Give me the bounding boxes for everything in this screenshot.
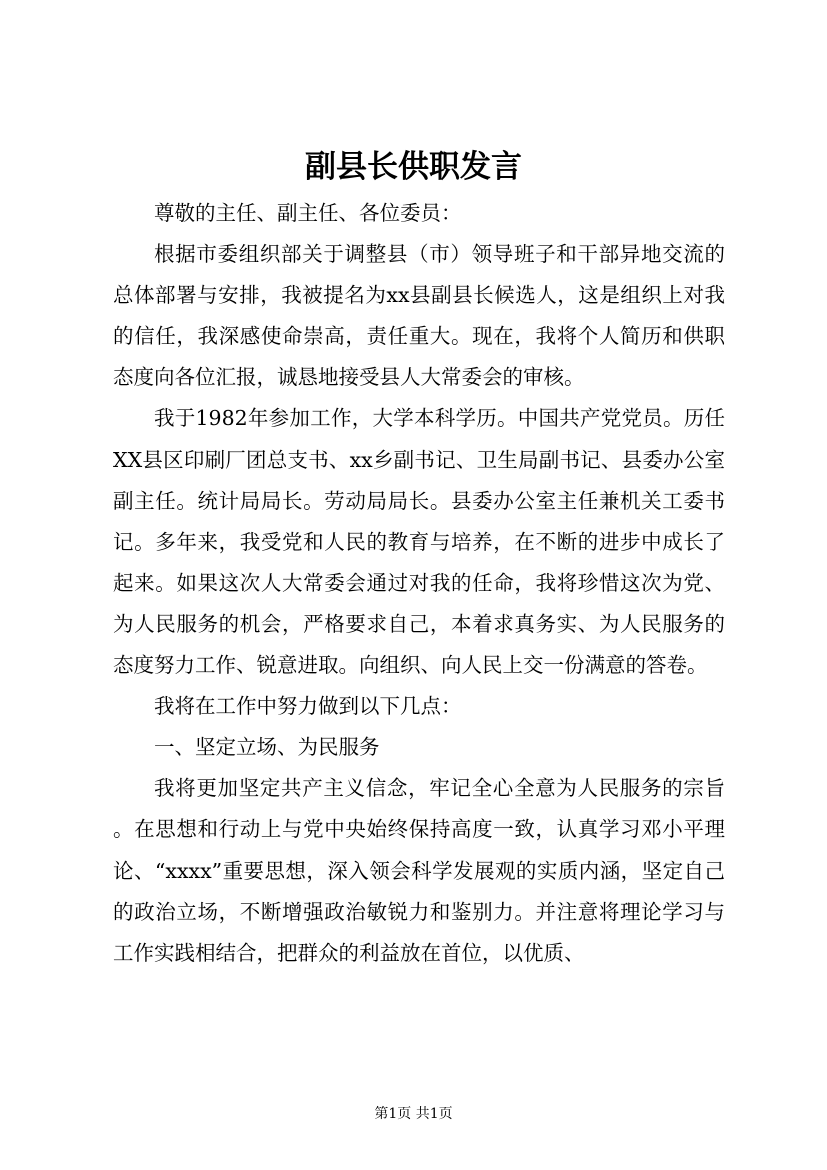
document-body — [113, 193, 725, 974]
commitment-lead-paragraph: 我将在工作中努力做到以下几点： — [154, 694, 462, 719]
resume-paragraph: 我于1982年参加工作，大学本科学历。中国共产党党员。历任XX县区印刷厂团总支书、xx乡副书记、卫生局副书记、县委办公室副主任。统计局局长。劳动局局长。县委办公室主任兼机关工委书记。多年来，我受党和人民的教育与培养，在不断的进步中成长了起来。如果这次人大常委会通过对我的任命，我将珍惜这次为党、为人民服务的机会，严格要求自己，本着求真务实、为人民服务的态度努力工作、锐意进取。向组织、向人民上交一份满意的答卷。 — [113, 406, 725, 678]
section-heading-1: 一、坚定立场、为民服务 — [154, 735, 380, 760]
intro-paragraph: 根据市委组织部关于调整县（市）领导班子和干部异地交流的总体部署与安排，我被提名为xx县副县长候选人，这是组织上对我的信任，我深感使命崇高，责任重大。现在，我将个人简历和供职态度向各位汇报，诚恳地接受县人大常委会的审核。 — [113, 242, 725, 390]
page-number-footer: 第1页 共1页 — [374, 1106, 453, 1122]
document-title: 副县长供职发言 — [305, 149, 522, 185]
section-1-paragraph: 我将更加坚定共产主义信念，牢记全心全意为人民服务的宗旨。在思想和行动上与党中央始终保持高度一致，认真学习邓小平理论、“xxxx”重要思想，深入领会科学发展观的实质内涵，坚定自己的政治立场，不断增强政治敏锐力和鉴别力。并注意将理论学习与工作实践相结合，把群众的利益放在首位，以优质、 — [113, 776, 725, 965]
salutation-paragraph: 尊敬的主任、副主任、各位委员： — [154, 201, 462, 225]
